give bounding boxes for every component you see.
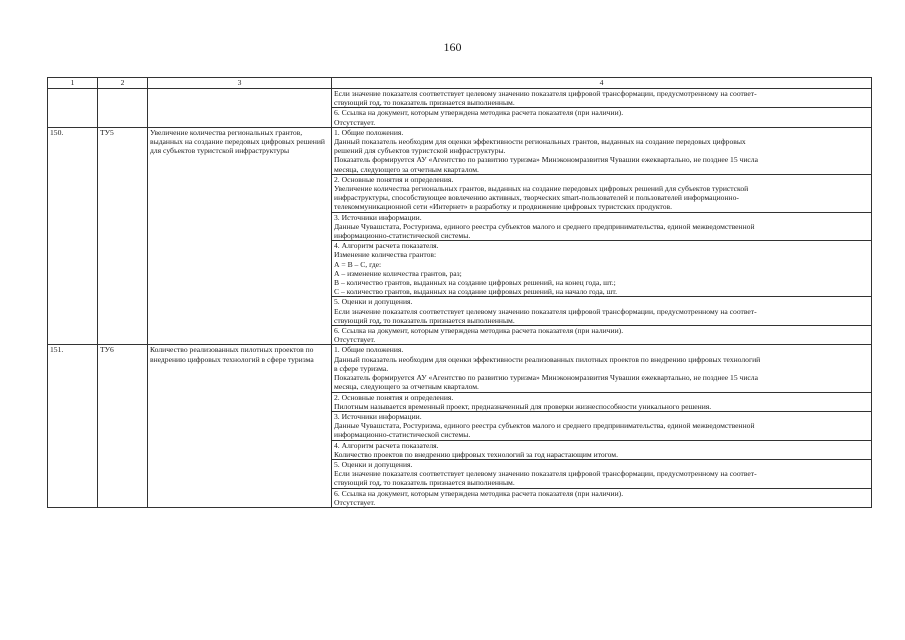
section-line: Отсутствует.: [334, 117, 376, 127]
section-line: В – количество грантов, выданных на создание цифровых решений, на конец года, шт.;: [334, 278, 616, 288]
section-line: А = В – С, где:: [334, 259, 382, 269]
section-line: информационно-статистической системы.: [334, 430, 471, 440]
section-line: ствующий год, то показатель признается выполненным.: [334, 98, 515, 108]
indicator-section: [332, 326, 872, 345]
section-line: Показатель формируется АУ «Агентство по развитию туризма» Минэкономразвития Чувашии ежеквартально, не позднее 15 числа: [334, 373, 758, 383]
row-name-cell: [148, 89, 332, 128]
section-line: Отсутствует.: [334, 335, 376, 345]
section-line: Количество проектов по внедрению цифровых технологий за год нарастающим итогом.: [334, 449, 618, 459]
table-row: [48, 345, 872, 392]
section-line: в сфере туризма.: [334, 363, 389, 373]
column-header: 1: [48, 78, 98, 89]
row-name-cell: Увеличение количества региональных грантов, выданных на создание передовых цифровых решений для субъектов туристской инфраструктуры: [148, 127, 332, 345]
section-line: 5. Оценки и допущения.: [334, 297, 413, 307]
section-line: информационно-статистической системы.: [334, 231, 471, 241]
section-line: С – количество грантов, выданных на создание цифровых решений, на начало года, шт.: [334, 287, 618, 297]
indicator-section: [332, 297, 872, 326]
column-header: 2: [98, 78, 148, 89]
column-header-row: [48, 78, 872, 89]
section-line: 6. Ссылка на документ, которым утверждена методика расчета показателя (при наличии).: [334, 326, 624, 336]
section-line: 2. Основные понятия и определения.: [334, 392, 454, 402]
indicator-section: [332, 174, 872, 212]
section-line: Если значение показателя соответствует целевому значению показателя цифровой трансформации, предусмотренному на соответ-: [334, 89, 757, 98]
section-line: 6. Ссылка на документ, которым утверждена методика расчета показателя (при наличии).: [334, 488, 624, 498]
section-line: Показатель формируется АУ «Агентство по развитию туризма» Минэкономразвития Чувашии ежеквартально, не позднее 15 числа: [334, 155, 758, 165]
table-row: [48, 127, 872, 174]
section-line: инфраструктуры, способствующее вовлечению активных, творческих smart-пользователей и пользователей информационно-: [334, 193, 739, 203]
table-row: [48, 89, 872, 108]
section-line: Если значение показателя соответствует целевому значению показателя цифровой трансформации, предусмотренному на соответ-: [334, 306, 757, 316]
indicator-section: [332, 488, 872, 507]
section-line: 1. Общие положения.: [334, 345, 404, 355]
section-line: 2. Основные понятия и определения.: [334, 174, 454, 184]
section-line: Пилотным называется временный проект, предназначенный для проверки жизнеспособности уникального решения.: [334, 401, 712, 411]
section-line: 1. Общие положения.: [334, 127, 404, 137]
indicator-section: [332, 127, 872, 174]
section-line: решений для субъектов туристской инфраструктуры.: [334, 146, 506, 156]
section-line: Данные Чувашстата, Ростуризма, единого реестра субъектов малого и среднего предпринимательства, единой межведомственной: [334, 221, 755, 231]
section-line: 6. Ссылка на документ, которым утверждена методика расчета показателя (при наличии).: [334, 108, 624, 118]
row-number-cell: 150.: [48, 127, 98, 345]
row-code-cell: ТУ6: [98, 345, 148, 507]
indicator-section: [332, 392, 872, 411]
indicator-section: [332, 345, 872, 392]
section-line: Увеличение количества региональных грантов, выданных на создание передовых цифровых решений для субъектов туристской: [334, 184, 749, 194]
row-code-cell: [98, 89, 148, 128]
section-line: Отсутствует.: [334, 497, 376, 507]
section-line: телекоммуникационной сети «Интернет» в разработку и продвижение цифровых туристских продуктов.: [334, 202, 672, 212]
indicator-section: [332, 108, 872, 127]
section-line: Изменение количества грантов:: [334, 250, 437, 260]
section-line: 4. Алгоритм расчета показателя.: [334, 440, 439, 450]
section-line: месяца, следующего за отчетным кварталом.: [334, 382, 479, 392]
section-line: 3. Источники информации.: [334, 411, 422, 421]
indicators-table: [47, 77, 872, 508]
section-line: Данный показатель необходим для оценки эффективности реализованных пилотных проектов по внедрению цифровых технологий: [334, 354, 761, 364]
section-line: месяца, следующего за отчетным кварталом.: [334, 164, 479, 174]
indicator-section: [332, 459, 872, 488]
section-line: Если значение показателя соответствует целевому значению показателя цифровой трансформации, предусмотренному на соответ-: [334, 469, 757, 479]
row-name-cell: Количество реализованных пилотных проектов по внедрению цифровых технологий в сфере туризма: [148, 345, 332, 507]
indicator-section: [332, 212, 872, 241]
column-header: 3: [148, 78, 332, 89]
section-line: 4. Алгоритм расчета показателя.: [334, 241, 439, 251]
indicator-section: [332, 440, 872, 459]
section-line: 3. Источники информации.: [334, 212, 422, 222]
page-number: 160: [443, 40, 462, 54]
indicator-section: [332, 89, 872, 108]
section-line: ствующий год, то показатель признается выполненным.: [334, 315, 515, 325]
indicator-section: [332, 241, 872, 297]
row-code-cell: ТУ5: [98, 127, 148, 345]
row-number-cell: 151.: [48, 345, 98, 507]
indicator-section: [332, 411, 872, 440]
section-line: ствующий год, то показатель признается выполненным.: [334, 478, 515, 488]
section-line: Данные Чувашстата, Ростуризма, единого реестра субъектов малого и среднего предпринимательства, единой межведомственной: [334, 421, 755, 431]
section-line: Данный показатель необходим для оценки эффективности региональных грантов, выданных на создание передовых цифровых: [334, 137, 746, 147]
row-number-cell: [48, 89, 98, 128]
section-line: А – изменение количества грантов, раз;: [334, 268, 462, 278]
column-header: 4: [332, 78, 872, 89]
section-line: 5. Оценки и допущения.: [334, 459, 413, 469]
